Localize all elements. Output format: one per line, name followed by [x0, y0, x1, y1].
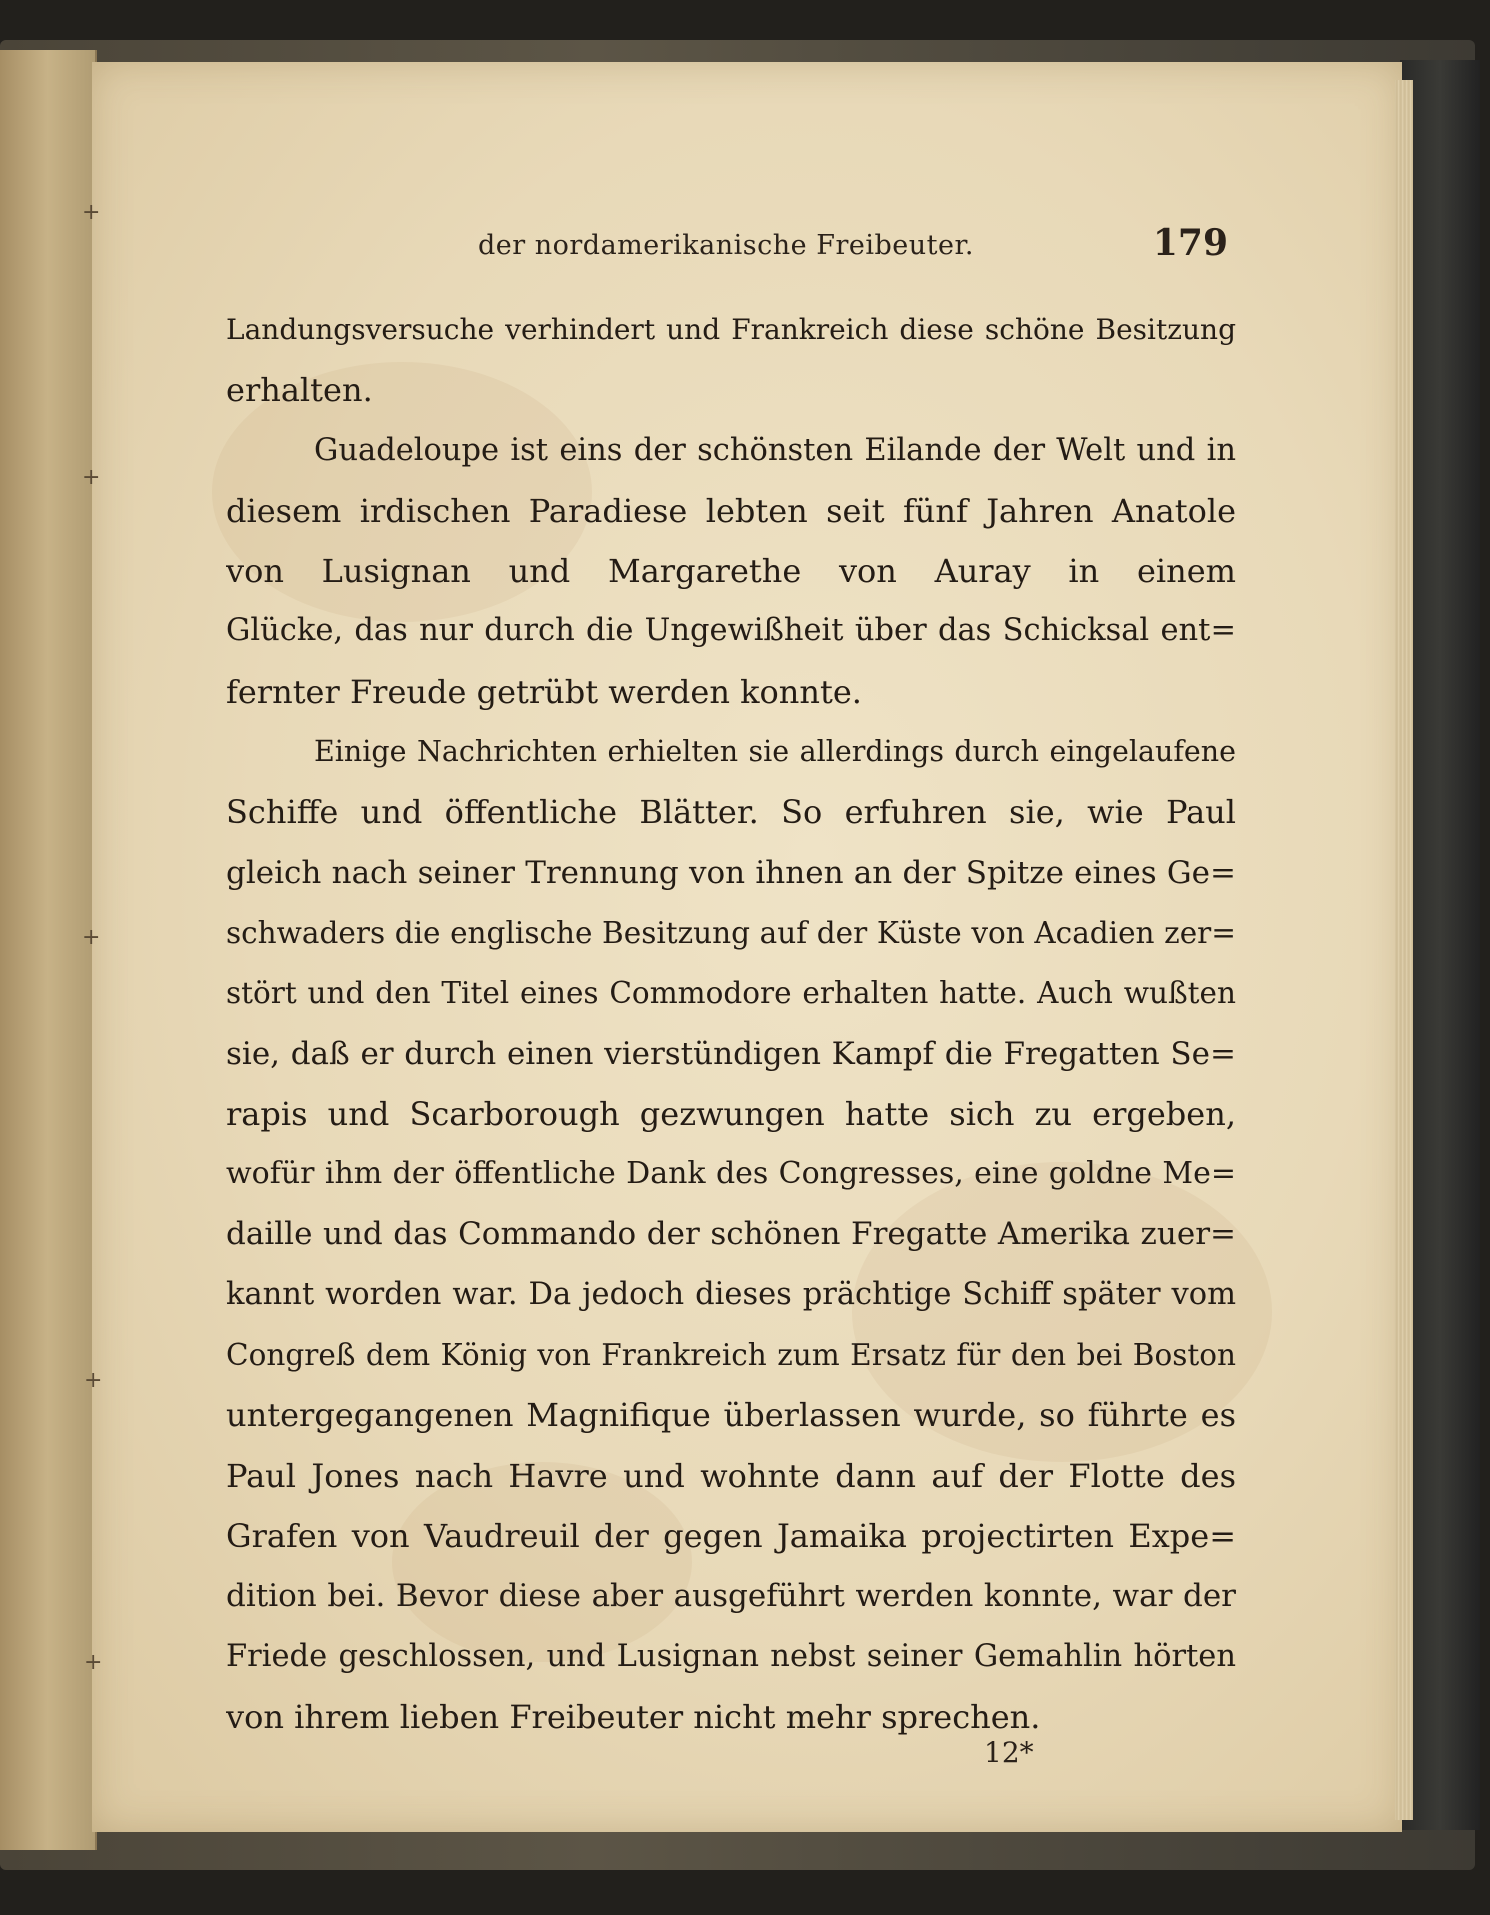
margin-mark: + [82, 925, 101, 950]
margin-mark: + [84, 1368, 103, 1393]
margin-mark: + [82, 200, 101, 225]
page-number: 179 [1152, 222, 1228, 264]
text-line: schwaders die englische Besitzung auf der Küste von Acadien zer= [226, 915, 1236, 950]
text-line: rapis und Scarborough gezwungen hatte sich zu ergeben, [226, 1094, 1236, 1133]
text-line: Guadeloupe ist eins der schönsten Eilande der Welt und in [314, 432, 1236, 468]
margin-mark: + [84, 1650, 103, 1675]
text-line: Paul Jones nach Havre und wohnte dann auf der Flotte des [226, 1456, 1236, 1495]
facing-page-edge [0, 50, 97, 1850]
text-line: diesem irdischen Paradiese lebten seit fünf Jahren Anatole [226, 491, 1236, 530]
running-header [478, 222, 1228, 262]
text-line: von Lusignan und Margarethe von Auray in einem [226, 552, 1236, 591]
signature-mark: 12* [984, 1736, 1034, 1769]
text-line: Schiffe und öffentliche Blätter. So erfuhren sie, wie Paul [226, 793, 1236, 832]
text-line: Glücke, das nur durch die Ungewißheit über das Schicksal ent= [226, 613, 1236, 649]
text-line: Einige Nachrichten erhielten sie allerdings durch eingelaufene [314, 735, 1236, 769]
page-stack-edge [1395, 80, 1413, 1820]
text-line: sie, daß er durch einen vierstündigen Kampf die Fregatten Se= [226, 1035, 1236, 1072]
text-line: fernter Freude getrübt werden konnte. [226, 672, 862, 711]
text-line: daille und das Commando der schönen Fregatte Amerika zuer= [226, 1216, 1236, 1253]
body-text [226, 300, 1236, 1747]
text-line: stört und den Titel eines Commodore erhalten hatte. Auch wußten [226, 976, 1236, 1011]
text-line: erhalten. [226, 371, 373, 410]
text-line: kannt worden war. Da jedoch dieses prächtige Schiff später vom [226, 1276, 1236, 1312]
text-line: Landungsversuche verhindert und Frankreich diese schöne Besitzung [226, 313, 1236, 346]
text-line: von ihrem lieben Freibeuter nicht mehr sprechen. [226, 1697, 1041, 1736]
text-line: Friede geschlossen, und Lusignan nebst seiner Gemahlin hörten [226, 1638, 1236, 1674]
margin-mark: + [82, 465, 101, 490]
text-line: Grafen von Vaudreuil der gegen Jamaika projectirten Expe= [226, 1516, 1236, 1555]
text-line: wofür ihm der öffentliche Dank des Congresses, eine goldne Me= [226, 1156, 1236, 1192]
running-title: der nordamerikanische Freibeuter. [478, 230, 974, 261]
text-line: Congreß dem König von Frankreich zum Ersatz für den bei Boston [226, 1338, 1236, 1373]
text-line: gleich nach seiner Trennung von ihnen an der Spitze eines Ge= [226, 854, 1236, 891]
text-line: untergegangenen Magnifique überlassen wurde, so führte es [226, 1396, 1236, 1435]
text-line: dition bei. Bevor diese aber ausgeführt werden konnte, war der [226, 1578, 1236, 1615]
